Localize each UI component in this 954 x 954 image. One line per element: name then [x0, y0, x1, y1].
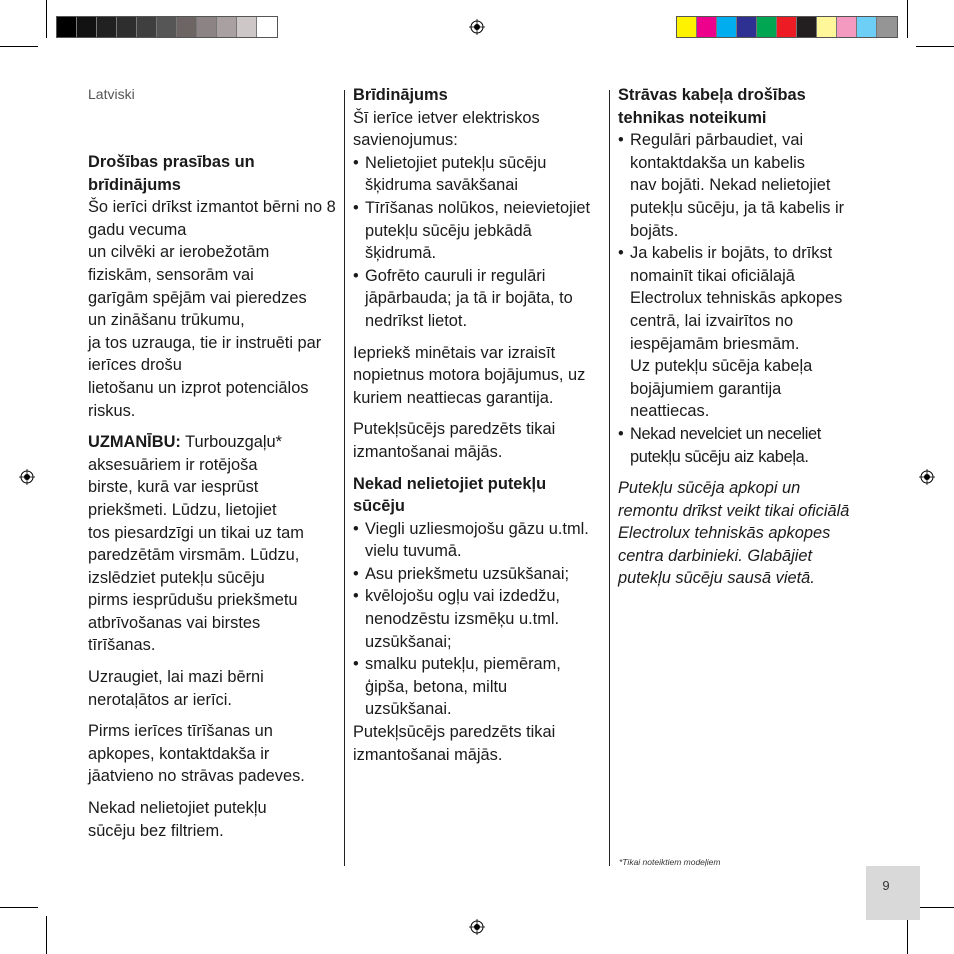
crop-mark	[0, 46, 38, 47]
text-line: fiziskām, sensorām vai	[88, 265, 254, 284]
caution-paragraph	[88, 431, 340, 657]
text-line: nav bojāti. Nekad nelietojiet	[630, 176, 831, 195]
text-line: remontu drīkst veikt tikai oficiālā	[618, 501, 850, 520]
text-line: Putekļu sūcēja apkopi un	[618, 479, 801, 498]
list-item	[618, 423, 868, 468]
crop-mark	[46, 916, 47, 954]
list-item: • Tīrīšanas nolūkos, neievietojiet putekļu sūcēju jebkādā šķidrumā.	[353, 197, 593, 265]
text-line: Electrolux tehniskās apkopes	[618, 524, 831, 543]
text-line: Šo ierīci drīkst izmantot bērni no 8 gadu vecuma	[88, 198, 336, 239]
text-line: centrā, lai izvairītos no	[630, 311, 794, 330]
color-swatch	[837, 17, 857, 37]
color-swatch	[237, 17, 257, 37]
column-cable-safety	[618, 84, 868, 590]
text-line: centra darbinieki. Glabājiet	[618, 546, 813, 565]
color-swatch	[737, 17, 757, 37]
paragraph: Nekad nelietojiet putekļu sūcēju bez filtriem.	[88, 799, 267, 840]
text-line: neattiecas.	[630, 402, 710, 421]
crop-mark	[46, 0, 47, 38]
text-line: atbrīvošanas vai birstes	[88, 613, 261, 632]
text-line: un zināšanu trūkumu,	[88, 311, 245, 330]
text-line: Regulāri pārbaudiet, vai	[630, 131, 804, 150]
color-swatch	[717, 17, 737, 37]
registration-mark-icon	[469, 919, 485, 935]
text-line: kontaktdakša un kabelis	[630, 153, 805, 172]
text-line: tos piesardzīgi un tikai uz tam	[88, 523, 304, 542]
language-label: Latviski	[88, 86, 135, 102]
color-swatch	[817, 17, 837, 37]
text-line: ja tos uzrauga, tie ir instruēti par ierīces drošu	[88, 333, 322, 375]
color-swatch	[777, 17, 797, 37]
text-line: Uz putekļu sūcēja kabeļa	[630, 357, 813, 376]
page-number-box	[866, 866, 920, 920]
paragraph: Pirms ierīces tīrīšanas un apkopes, kontaktdakša ir jāatvieno no strāvas padeves.	[88, 722, 305, 786]
color-swatch	[97, 17, 117, 37]
column-divider	[609, 90, 610, 866]
text-line: tīrīšanas.	[88, 636, 156, 655]
bullet-list	[353, 152, 593, 333]
color-swatch	[77, 17, 97, 37]
text-line: izslēdziet putekļu sūcēju	[88, 568, 265, 587]
text-line: garīgām spējām vai pieredzes	[88, 288, 307, 307]
crop-mark	[907, 0, 908, 38]
color-swatch	[797, 17, 817, 37]
color-swatch	[697, 17, 717, 37]
caution-label: UZMANĪBU:	[88, 433, 181, 452]
text-line: pirms iesprūdušu priekšmetu	[88, 591, 298, 610]
paragraph	[88, 196, 340, 422]
list-item: • Gofrēto cauruli ir regulāri jāpārbauda; ja tā ir bojāta, to nedrīkst lietot.	[353, 265, 593, 333]
paragraph: Šī ierīce ietver elektriskos savienojumus:	[353, 108, 540, 150]
text-line: putekļu sūcēju, ja tā kabelis ir	[630, 198, 845, 217]
italic-note	[618, 477, 868, 590]
color-swatch	[257, 17, 277, 37]
text-line: lietošanu un izprot potenciālos riskus.	[88, 378, 309, 420]
text-line: Turbouzgaļu* aksesuāriem ir rotējoša	[88, 433, 283, 474]
paragraph: Putekļsūcējs paredzēts tikai izmantošanai mājās.	[353, 420, 556, 461]
bullet-list	[618, 129, 868, 468]
list-item	[618, 242, 868, 423]
color-swatch	[137, 17, 157, 37]
list-item	[618, 129, 868, 242]
text-line: putekļu sūcēju sausā vietā.	[618, 569, 815, 588]
list-item: • Asu priekšmetu uzsūkšanai;	[353, 563, 593, 586]
text-line: priekšmeti. Lūdzu, lietojiet	[88, 500, 277, 519]
cmyk-color-bar	[676, 16, 898, 38]
bullet-list	[353, 518, 593, 721]
column-warning	[353, 84, 603, 766]
color-swatch	[57, 17, 77, 37]
section-heading: Strāvas kabeļa drošības tehnikas noteikumi	[618, 86, 806, 127]
grayscale-color-bar	[56, 16, 278, 38]
text-line: Nekad nevelciet un neceliet	[630, 424, 822, 443]
paragraph: Putekļsūcējs paredzēts tikai izmantošanai mājās.	[353, 723, 556, 764]
list-item: • Viegli uzliesmojošu gāzu u.tml. vielu tuvumā.	[353, 518, 593, 563]
color-swatch	[177, 17, 197, 37]
text-line: bojāts.	[630, 221, 679, 240]
registration-mark-icon	[919, 469, 935, 485]
section-heading: Brīdinājums	[353, 86, 448, 104]
text-line: Electrolux tehniskās apkopes	[630, 289, 843, 308]
crop-mark	[916, 46, 954, 47]
text-line: nomainīt tikai oficiālajā	[630, 266, 795, 285]
list-item: • Nelietojiet putekļu sūcēju šķidruma savākšanai	[353, 152, 593, 197]
text-line: iespējamām briesmām.	[630, 334, 800, 353]
crop-mark	[907, 916, 908, 954]
text-line: un cilvēki ar ierobežotām	[88, 243, 270, 262]
paragraph: Uzraugiet, lai mazi bērni nerotaļātos ar ierīci.	[88, 668, 264, 709]
color-swatch	[877, 17, 897, 37]
color-swatch	[197, 17, 217, 37]
text-line: Ja kabelis ir bojāts, to drīkst	[630, 244, 833, 263]
column-divider	[344, 90, 345, 866]
color-swatch	[217, 17, 237, 37]
text-line: putekļu sūcēju aiz kabeļa.	[630, 447, 809, 466]
registration-mark-icon	[469, 19, 485, 35]
color-swatch	[157, 17, 177, 37]
text-line: paredzētām virsmām. Lūdzu,	[88, 546, 300, 565]
list-item: • smalku putekļu, piemēram, ģipša, betona, miltu uzsūkšanai.	[353, 653, 593, 721]
crop-mark	[916, 907, 954, 908]
column-safety	[88, 151, 340, 842]
section-heading: Nekad nelietojiet putekļu sūcēju	[353, 474, 547, 516]
color-swatch	[857, 17, 877, 37]
section-heading: Drošības prasības un brīdinājums	[88, 153, 255, 194]
color-swatch	[757, 17, 777, 37]
text-line: birste, kurā var iesprūst	[88, 478, 259, 497]
footnote: *Tikai noteiktiem modeļiem	[619, 857, 721, 867]
paragraph: Iepriekš minētais var izraisīt nopietnus motora bojājumus, uz kuriem neattiecas garantija.	[353, 343, 586, 407]
color-swatch	[117, 17, 137, 37]
crop-mark	[0, 907, 38, 908]
text-line: bojājumiem garantija	[630, 379, 782, 398]
page-number: 9	[882, 878, 890, 893]
color-swatch	[677, 17, 697, 37]
list-item: • kvēlojošu ogļu vai izdedžu, nenodzēstu izsmēķu u.tml. uzsūkšanai;	[353, 585, 593, 653]
registration-mark-icon	[19, 469, 35, 485]
